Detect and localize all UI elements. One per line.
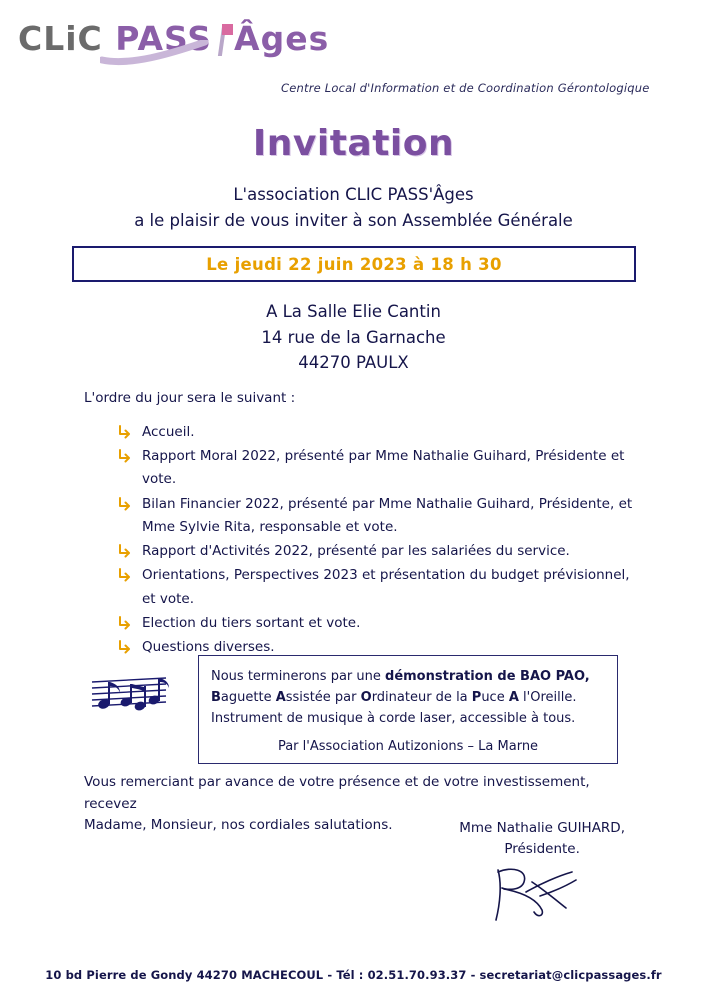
exclamation-flag-icon: [212, 22, 234, 56]
agenda-item-label: Bilan Financier 2022, présenté par Mme Nathalie Guihard, Présidente, et Mme Sylvie Rita, responsable et vote.: [142, 495, 633, 535]
signature-block: [459, 818, 625, 860]
arrow-bullet-icon: [118, 616, 132, 630]
arrow-bullet-icon: [118, 568, 132, 582]
baopao-line-1: [211, 666, 605, 687]
arrow-bullet-icon: [118, 640, 132, 654]
list-item: [118, 421, 638, 444]
page-title: Invitation: [252, 123, 455, 164]
arrow-bullet-icon: [118, 497, 132, 511]
agenda-item-label: Orientations, Perspectives 2023 et présentation du budget prévisionnel, et vote.: [142, 567, 630, 607]
intro-line-2: a le plaisir de vous inviter à son Assemblée Générale: [134, 210, 573, 230]
arrow-bullet-icon: [118, 544, 132, 558]
logo-swoosh-decoration: [100, 40, 210, 66]
agenda-lead: L'ordre du jour sera le suivant :: [84, 390, 296, 406]
agenda-item-label: Questions diverses.: [142, 638, 275, 655]
logo-text-ages: Âges: [234, 19, 330, 58]
baopao-acronym-o-rest: rdinateur de la: [371, 690, 472, 706]
date-box: [72, 246, 636, 282]
baopao-association: Par l'Association Autizonions – La Marne: [277, 739, 539, 755]
agenda-item-label: Election du tiers sortant et vote.: [142, 614, 361, 631]
baopao-line-2: [211, 687, 605, 708]
baopao-line-3: Instrument de musique à corde laser, accessible à tous.: [211, 711, 576, 727]
baopao-acronym-b: B: [211, 690, 221, 706]
closing-line-2: Madame, Monsieur, nos cordiales salutations.: [84, 817, 393, 834]
venue-address: [0, 299, 707, 376]
arrow-bullet-icon: [118, 425, 132, 439]
list-item: [118, 564, 638, 610]
venue-street: 14 rue de la Garnache: [261, 327, 446, 347]
baopao-acronym-a-rest: ssistée par: [285, 690, 361, 706]
baopao-acronym-p: P: [471, 690, 482, 706]
logo-text-clic: CLiC: [18, 19, 103, 58]
list-item: [118, 540, 638, 563]
organization-subtitle: Centre Local d'Information et de Coordination Gérontologique: [281, 81, 650, 95]
baopao-acronym-a2: A: [508, 690, 519, 706]
music-notes-icon: [88, 664, 172, 724]
handwritten-signature: [480, 862, 590, 927]
logo-text-pass: PASS: [115, 19, 213, 58]
baopao-text-intro: Nous terminerons par une: [211, 669, 386, 684]
baopao-text-highlight: démonstration de BAO PAO,: [385, 669, 590, 684]
agenda-item-label: Accueil.: [142, 424, 195, 440]
meeting-date: Le jeudi 22 juin 2023 à 18 h 30: [206, 254, 502, 274]
agenda-list: [118, 421, 638, 660]
baopao-acronym-p-rest: uce: [481, 690, 509, 706]
arrow-bullet-icon: [118, 449, 132, 463]
closing-line-1: Vous remerciant par avance de votre présence et de votre investissement, recevez: [84, 774, 590, 812]
venue-city: 44270 PAULX: [298, 353, 409, 373]
baopao-info-box: [198, 655, 618, 764]
list-item: [118, 445, 638, 491]
agenda-item-label: Rapport Moral 2022, présenté par Mme Nathalie Guihard, Présidente et vote.: [142, 448, 625, 488]
venue-name: A La Salle Elie Cantin: [266, 302, 441, 321]
baopao-acronym-o: O: [360, 690, 372, 706]
footer-contact: 10 bd Pierre de Gondy 44270 MACHECOUL - Tél : 02.51.70.93.37 - secretariat@clicpassages.fr: [45, 968, 662, 982]
intro-block: [0, 182, 707, 233]
signatory-name: Mme Nathalie GUIHARD,: [459, 820, 625, 836]
list-item: [118, 493, 638, 539]
intro-line-1: L'association CLIC PASS'Âges: [233, 185, 474, 204]
list-item: [118, 612, 638, 635]
signatory-role: Présidente.: [504, 840, 580, 857]
baopao-acronym-a: A: [275, 690, 286, 706]
agenda-item-label: Rapport d'Activités 2022, présenté par les salariées du service.: [142, 543, 570, 560]
baopao-acronym-a2-rest: l'Oreille.: [518, 690, 577, 706]
baopao-acronym-b-rest: aguette: [220, 690, 276, 706]
